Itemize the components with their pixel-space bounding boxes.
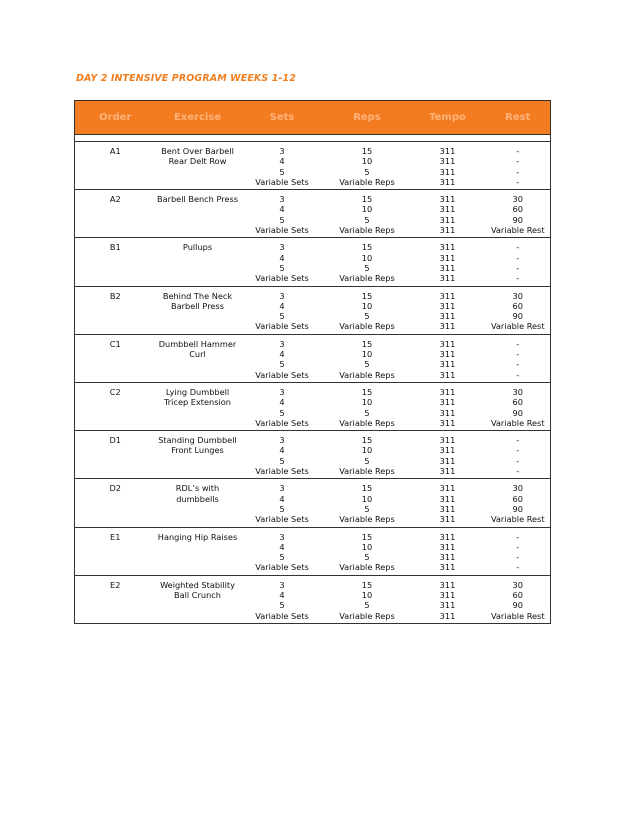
- reps-value: 5: [364, 262, 370, 273]
- sets-value: 4: [279, 349, 285, 360]
- rest-value: -: [516, 242, 520, 253]
- reps-value: Variable Reps: [339, 369, 395, 380]
- header-order: Order: [75, 101, 156, 135]
- sets-value: 3: [279, 338, 285, 349]
- exercise-cell: [156, 142, 240, 190]
- tempo-value: 311: [439, 579, 456, 590]
- reps-value: Variable Reps: [339, 562, 395, 573]
- program-table: [74, 100, 551, 624]
- exercise-cell: [156, 527, 240, 575]
- sets-cell: [240, 575, 325, 623]
- tempo-cell: [410, 431, 486, 479]
- rest-value: -: [516, 541, 520, 552]
- sets-cell: [240, 334, 325, 382]
- tempo-value: 311: [439, 417, 456, 428]
- tempo-cell: [410, 334, 486, 382]
- exercise-name-line: Pullups: [182, 242, 213, 253]
- reps-value: 15: [361, 146, 373, 156]
- tempo-value: 311: [439, 273, 456, 284]
- rest-value: -: [516, 435, 520, 446]
- exercise-cell: [156, 575, 240, 623]
- tempo-value: 311: [439, 262, 456, 273]
- tempo-value: 311: [439, 146, 456, 156]
- reps-value: 15: [361, 435, 373, 446]
- sets-value: Variable Sets: [255, 562, 309, 573]
- reps-value: 15: [361, 338, 373, 349]
- sets-cell: [240, 431, 325, 479]
- rest-value: Variable Rest: [490, 321, 545, 332]
- exercise-name-line: Dumbbell Hammer: [158, 338, 237, 349]
- rest-value: 90: [512, 600, 523, 611]
- reps-value: 15: [361, 242, 373, 253]
- reps-value: 10: [361, 300, 373, 311]
- rest-value: -: [516, 176, 520, 187]
- order-cell: E1: [75, 527, 156, 575]
- sets-cell: [240, 527, 325, 575]
- rest-value: 90: [512, 214, 523, 225]
- tempo-value: 311: [439, 397, 456, 408]
- reps-value: 5: [364, 407, 370, 418]
- rest-cell: [486, 575, 551, 623]
- rest-value: -: [516, 552, 520, 563]
- reps-value: 5: [364, 359, 370, 370]
- reps-value: 10: [361, 349, 373, 360]
- tempo-cell: [410, 238, 486, 286]
- order-cell: C2: [75, 382, 156, 430]
- reps-value: 5: [364, 600, 370, 611]
- sets-value: 4: [279, 493, 285, 504]
- sets-value: 4: [279, 589, 285, 600]
- table-row: [75, 286, 551, 334]
- sets-value: Variable Sets: [255, 273, 309, 284]
- rest-value: Variable Rest: [490, 417, 545, 428]
- tempo-value: 311: [439, 386, 456, 397]
- sets-cell: [240, 286, 325, 334]
- rest-value: 30: [512, 483, 523, 494]
- header-tempo: Tempo: [410, 101, 486, 135]
- tempo-cell: [410, 575, 486, 623]
- sets-value: 5: [279, 214, 285, 225]
- rest-value: 90: [512, 503, 523, 514]
- reps-value: 5: [364, 503, 370, 514]
- reps-value: 5: [364, 166, 370, 177]
- order-cell: D2: [75, 479, 156, 527]
- order-cell: B1: [75, 238, 156, 286]
- header-sets: Sets: [240, 101, 325, 135]
- reps-value: Variable Reps: [339, 466, 395, 477]
- sets-value: 5: [279, 552, 285, 563]
- sets-value: 5: [279, 503, 285, 514]
- sets-value: 5: [279, 311, 285, 322]
- reps-value: 15: [361, 483, 373, 494]
- tempo-value: 311: [439, 214, 456, 225]
- rest-value: -: [516, 156, 520, 167]
- tempo-value: 311: [439, 156, 456, 167]
- rest-value: -: [516, 166, 520, 177]
- rest-value: 60: [512, 397, 523, 408]
- reps-value: Variable Reps: [339, 417, 395, 428]
- exercise-name-line: Front Lunges: [171, 445, 224, 456]
- tempo-value: 311: [439, 311, 456, 322]
- reps-value: 15: [361, 531, 373, 542]
- reps-value: 5: [364, 455, 370, 466]
- rest-value: -: [516, 359, 520, 370]
- rest-value: 30: [512, 386, 523, 397]
- exercise-name-line: Barbell Press: [171, 300, 224, 311]
- tempo-value: 311: [439, 321, 456, 332]
- reps-cell: [325, 286, 410, 334]
- tempo-cell: [410, 527, 486, 575]
- order-cell: D1: [75, 431, 156, 479]
- tempo-value: 311: [439, 166, 456, 177]
- tempo-value: 311: [439, 300, 456, 311]
- tempo-value: 311: [439, 407, 456, 418]
- exercise-name-line: dumbbells: [176, 493, 219, 504]
- reps-value: 5: [364, 311, 370, 322]
- reps-value: Variable Reps: [339, 225, 395, 236]
- reps-value: 5: [364, 214, 370, 225]
- sets-value: 3: [279, 531, 285, 542]
- rest-value: 60: [512, 300, 523, 311]
- tempo-value: 311: [439, 483, 456, 494]
- sets-value: Variable Sets: [255, 225, 309, 236]
- rest-cell: [486, 190, 551, 238]
- exercise-name-line: Tricep Extension: [164, 397, 231, 408]
- header-rest: Rest: [486, 101, 551, 135]
- exercise-name-line: Weighted Stability: [160, 579, 235, 590]
- sets-value: Variable Sets: [255, 417, 309, 428]
- sets-value: 3: [279, 146, 285, 156]
- exercise-cell: [156, 238, 240, 286]
- sets-cell: [240, 382, 325, 430]
- reps-value: 15: [361, 290, 373, 301]
- table-row: [75, 527, 551, 575]
- sets-value: 4: [279, 541, 285, 552]
- table-row: [75, 382, 551, 430]
- sets-cell: [240, 238, 325, 286]
- reps-value: 15: [361, 194, 373, 205]
- reps-cell: [325, 238, 410, 286]
- rest-cell: [486, 479, 551, 527]
- exercise-cell: [156, 382, 240, 430]
- reps-cell: [325, 479, 410, 527]
- sets-value: 3: [279, 386, 285, 397]
- rest-value: -: [516, 369, 520, 380]
- sets-value: Variable Sets: [255, 610, 309, 621]
- tempo-cell: [410, 382, 486, 430]
- sets-value: 4: [279, 156, 285, 167]
- sets-value: Variable Sets: [255, 321, 309, 332]
- reps-cell: [325, 142, 410, 190]
- tempo-cell: [410, 286, 486, 334]
- rest-value: -: [516, 349, 520, 360]
- tempo-value: 311: [439, 194, 456, 205]
- reps-value: Variable Reps: [339, 273, 395, 284]
- table-row: [75, 431, 551, 479]
- tempo-value: 311: [439, 514, 456, 525]
- reps-value: 10: [361, 156, 373, 167]
- sets-value: 4: [279, 300, 285, 311]
- rest-value: 90: [512, 407, 523, 418]
- sets-cell: [240, 190, 325, 238]
- order-cell: B2: [75, 286, 156, 334]
- rest-value: -: [516, 531, 520, 542]
- rest-value: -: [516, 445, 520, 456]
- sets-value: Variable Sets: [255, 176, 309, 187]
- table-row: [75, 334, 551, 382]
- rest-value: 30: [512, 579, 523, 590]
- reps-value: 10: [361, 252, 373, 263]
- tempo-value: 311: [439, 503, 456, 514]
- sets-value: 4: [279, 252, 285, 263]
- table-row: [75, 190, 551, 238]
- order-cell: E2: [75, 575, 156, 623]
- tempo-value: 311: [439, 466, 456, 477]
- exercise-name-line: Curl: [189, 349, 206, 360]
- rest-value: -: [516, 455, 520, 466]
- sets-value: 5: [279, 166, 285, 177]
- header-reps: Reps: [325, 101, 410, 135]
- exercise-cell: [156, 334, 240, 382]
- table-row: [75, 142, 551, 190]
- sets-value: 3: [279, 483, 285, 494]
- reps-value: 15: [361, 386, 373, 397]
- rest-value: -: [516, 466, 520, 477]
- reps-value: 10: [361, 397, 373, 408]
- table-body: [75, 135, 551, 624]
- sets-value: 5: [279, 262, 285, 273]
- sets-cell: [240, 479, 325, 527]
- header-spacer-row: [75, 135, 551, 142]
- tempo-value: 311: [439, 445, 456, 456]
- exercise-name-line: Behind The Neck: [162, 290, 233, 301]
- exercise-name-line: Ball Crunch: [174, 589, 221, 600]
- exercise-cell: [156, 431, 240, 479]
- sets-value: 3: [279, 194, 285, 205]
- tempo-value: 311: [439, 541, 456, 552]
- reps-value: 10: [361, 204, 373, 215]
- exercise-name-line: Lying Dumbbell: [165, 386, 230, 397]
- tempo-value: 311: [439, 493, 456, 504]
- reps-cell: [325, 575, 410, 623]
- sets-value: 3: [279, 290, 285, 301]
- rest-cell: [486, 527, 551, 575]
- reps-cell: [325, 334, 410, 382]
- reps-cell: [325, 190, 410, 238]
- sets-value: 4: [279, 445, 285, 456]
- rest-value: -: [516, 262, 520, 273]
- rest-value: Variable Rest: [490, 610, 545, 621]
- exercise-cell: [156, 190, 240, 238]
- sets-value: 5: [279, 455, 285, 466]
- rest-value: 60: [512, 589, 523, 600]
- rest-value: 30: [512, 194, 523, 205]
- reps-value: Variable Reps: [339, 610, 395, 621]
- exercise-name-line: Rear Delt Row: [168, 156, 227, 167]
- tempo-cell: [410, 142, 486, 190]
- rest-value: -: [516, 562, 520, 573]
- tempo-value: 311: [439, 455, 456, 466]
- exercise-name-line: Barbell Bench Press: [156, 194, 239, 205]
- tempo-value: 311: [439, 359, 456, 370]
- rest-value: 60: [512, 493, 523, 504]
- header-exercise: Exercise: [156, 101, 240, 135]
- sets-value: 3: [279, 435, 285, 446]
- table-row: [75, 479, 551, 527]
- tempo-value: 311: [439, 225, 456, 236]
- tempo-value: 311: [439, 369, 456, 380]
- order-cell: C1: [75, 334, 156, 382]
- sets-value: 5: [279, 359, 285, 370]
- sets-value: 3: [279, 579, 285, 590]
- sets-value: 5: [279, 407, 285, 418]
- tempo-value: 311: [439, 435, 456, 446]
- sets-value: Variable Sets: [255, 514, 309, 525]
- exercise-cell: [156, 286, 240, 334]
- tempo-value: 311: [439, 252, 456, 263]
- reps-value: 10: [361, 493, 373, 504]
- tempo-value: 311: [439, 531, 456, 542]
- rest-value: -: [516, 273, 520, 284]
- sets-value: Variable Sets: [255, 466, 309, 477]
- order-cell: A1: [75, 142, 156, 190]
- reps-value: Variable Reps: [339, 321, 395, 332]
- exercise-name-line: Standing Dumbbell: [158, 435, 237, 446]
- tempo-cell: [410, 190, 486, 238]
- table-row: [75, 238, 551, 286]
- rest-value: 30: [512, 290, 523, 301]
- order-cell: A2: [75, 190, 156, 238]
- exercise-cell: [156, 479, 240, 527]
- tempo-value: 311: [439, 242, 456, 253]
- reps-value: Variable Reps: [339, 176, 395, 187]
- reps-cell: [325, 527, 410, 575]
- rest-cell: [486, 238, 551, 286]
- reps-value: 5: [364, 552, 370, 563]
- exercise-name-line: Hanging Hip Raises: [157, 531, 238, 542]
- rest-cell: [486, 431, 551, 479]
- tempo-value: 311: [439, 552, 456, 563]
- reps-cell: [325, 382, 410, 430]
- rest-value: -: [516, 146, 520, 156]
- rest-value: 90: [512, 311, 523, 322]
- rest-value: Variable Rest: [490, 225, 545, 236]
- rest-cell: [486, 286, 551, 334]
- exercise-name-line: RDL’s with: [175, 483, 220, 494]
- rest-cell: [486, 334, 551, 382]
- rest-value: 60: [512, 204, 523, 215]
- sets-value: 5: [279, 600, 285, 611]
- reps-value: Variable Reps: [339, 514, 395, 525]
- sets-cell: [240, 142, 325, 190]
- reps-value: 10: [361, 445, 373, 456]
- page-title: DAY 2 INTENSIVE PROGRAM WEEKS 1-12: [76, 73, 296, 84]
- table-header-row: [75, 101, 551, 135]
- tempo-value: 311: [439, 204, 456, 215]
- rest-cell: [486, 142, 551, 190]
- tempo-value: 311: [439, 176, 456, 187]
- tempo-cell: [410, 479, 486, 527]
- rest-value: Variable Rest: [490, 514, 545, 525]
- reps-value: 10: [361, 541, 373, 552]
- sets-value: 3: [279, 242, 285, 253]
- tempo-value: 311: [439, 290, 456, 301]
- tempo-value: 311: [439, 610, 456, 621]
- rest-value: -: [516, 252, 520, 263]
- exercise-name-line: Bent Over Barbell: [161, 146, 234, 156]
- tempo-value: 311: [439, 589, 456, 600]
- tempo-value: 311: [439, 562, 456, 573]
- rest-cell: [486, 382, 551, 430]
- tempo-value: 311: [439, 600, 456, 611]
- tempo-value: 311: [439, 338, 456, 349]
- table-row: [75, 575, 551, 623]
- sets-value: 4: [279, 204, 285, 215]
- sets-value: Variable Sets: [255, 369, 309, 380]
- reps-value: 15: [361, 579, 373, 590]
- rest-value: -: [516, 338, 520, 349]
- reps-cell: [325, 431, 410, 479]
- reps-value: 10: [361, 589, 373, 600]
- tempo-value: 311: [439, 349, 456, 360]
- sets-value: 4: [279, 397, 285, 408]
